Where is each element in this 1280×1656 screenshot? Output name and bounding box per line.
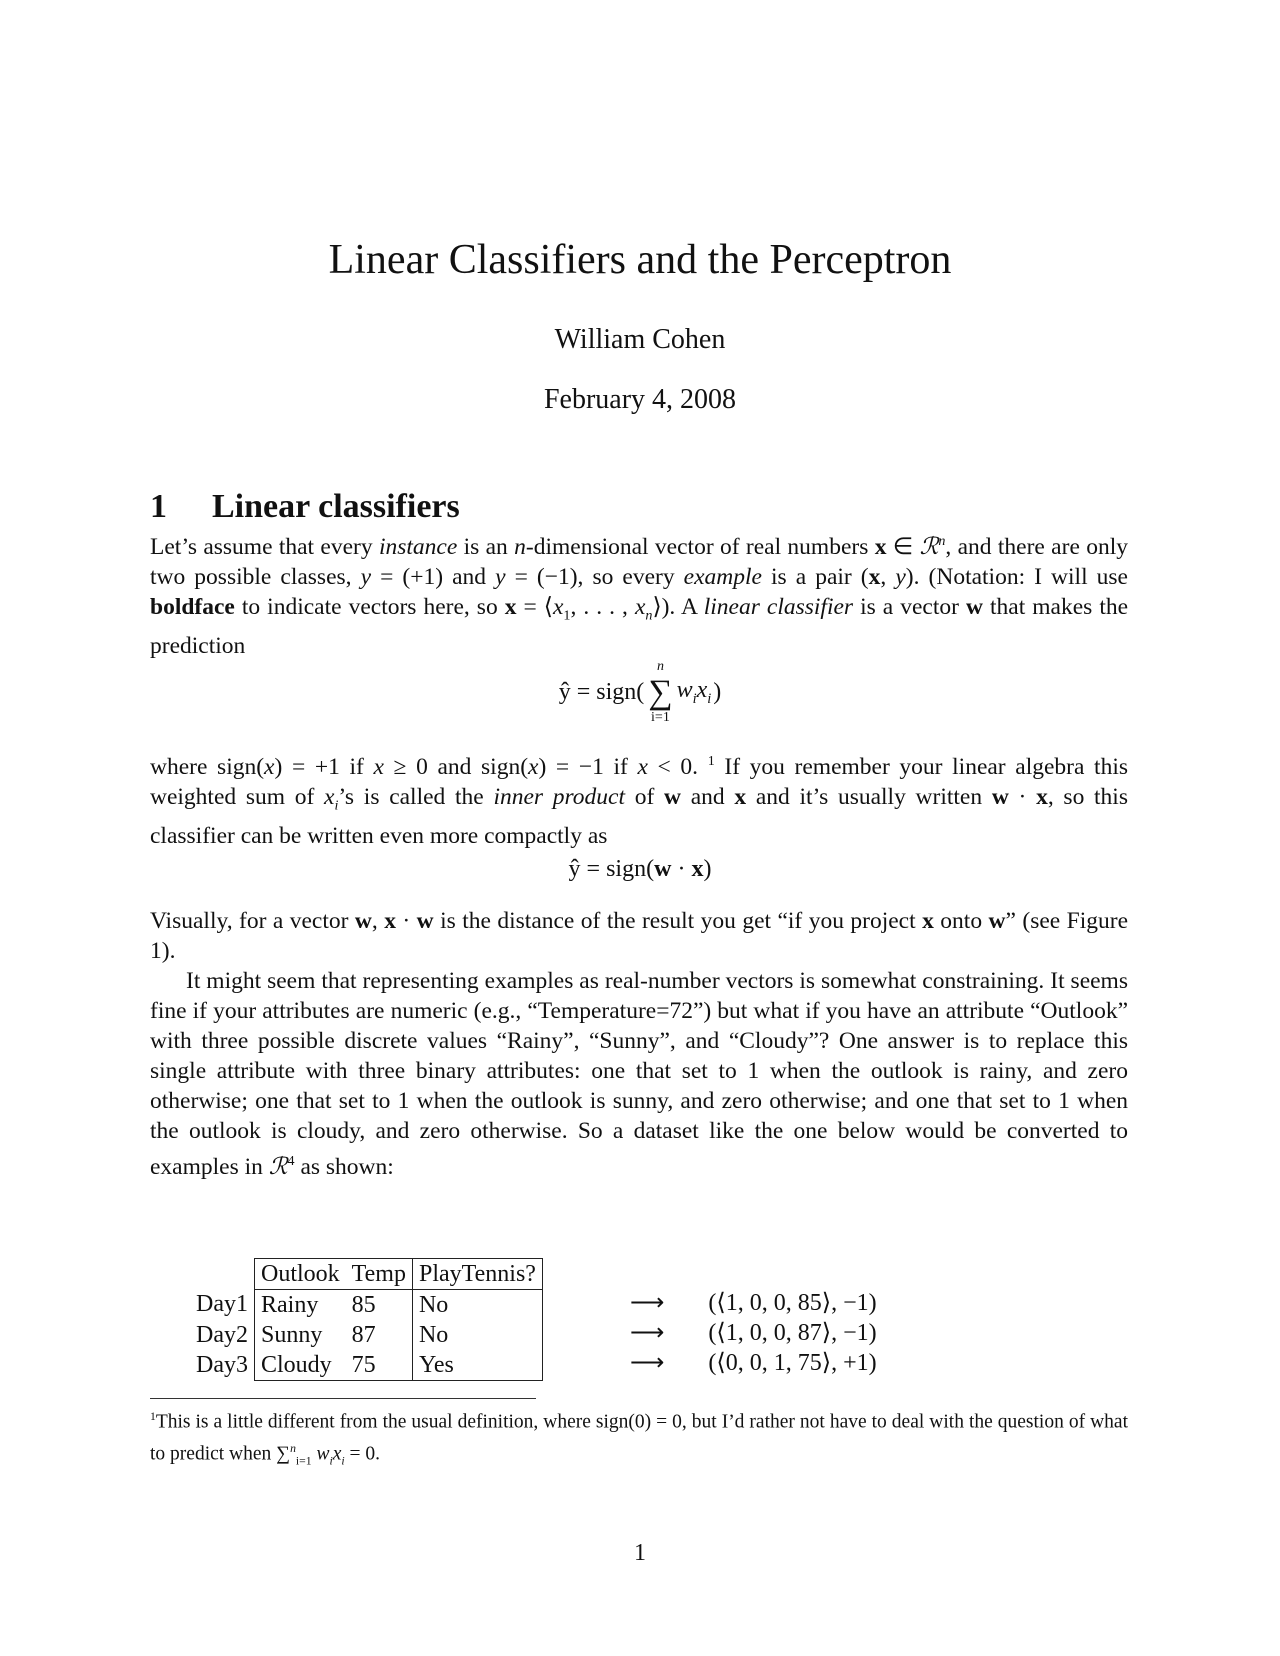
paragraph-intro: Let’s assume that every instance is an n-dimensional vector of real numbers x ∈ ℛ$^n$, and there are only two possible classes, y = (+1) and y = (−1), so every example is a pair (x, y). (Notation: I will use boldface to indicate vectors here, so $x = ⟨x_1$, . . . , $x_n⟩$). A linear classifier is a vector w that makes the prediction — [150, 533, 1129, 659]
table-row — [190, 1350, 542, 1381]
table-cell: Cloudy — [254, 1350, 345, 1381]
table-row — [190, 1290, 542, 1321]
table-row — [190, 1320, 542, 1350]
table-header-row — [190, 1259, 542, 1290]
section-heading — [150, 488, 460, 526]
table-cell: 85 — [346, 1290, 413, 1321]
table-cell: Sunny — [254, 1320, 345, 1350]
column-header: PlayTennis? — [412, 1259, 542, 1290]
list-item — [630, 1348, 877, 1378]
paragraph-projection: Visually, for a vector w, x · w is the distance of the result you get “if you project x onto w” (see Figure 1). — [150, 908, 1129, 964]
paragraph-discrete-attributes: It might seem that representing examples as real-number vectors is somewhat constraining. It seems fine if your attributes are numeric (e.g., “Temperature=72”) but what if you have an attribute “Outlook” with three possible discrete values “Rainy”, “Sunny”, and “Cloudy”? One answer is to replace this single attribute with three binary attributes: one that set to 1 when the outlook is rainy, and zero otherwise; one that set to 1 when the outlook is sunny, and zero otherwise; and one that set to 1 when the outlook is cloudy, and zero otherwise. So a dataset like the one below would be converted to examples in ℛ$^4$ as shown: — [150, 968, 1128, 1180]
arrow-icon: ⟶ — [630, 1350, 665, 1376]
example-vector: (⟨1, 0, 0, 87⟩, −1) — [708, 1320, 877, 1346]
row-label: Day1 — [196, 1291, 248, 1318]
paragraph-sign-definition: where sign(x) = +1 if x ≥ 0 and sign(x) = −1 if x < 0. $^1$ If you remember your linear algebra this weighted sum of $x_i’s$ is called the inner product of w and x and it’s usually written w · x, so this classifier can be written even more compactly as — [150, 753, 1129, 849]
author-name: William Cohen — [554, 324, 726, 355]
row-label: Day3 — [196, 1351, 248, 1378]
table-cell: Yes — [412, 1350, 542, 1381]
equation-dot-product: ŷ = sign(w · x) — [568, 856, 712, 882]
example-vector: (⟨1, 0, 0, 85⟩, −1) — [708, 1290, 877, 1316]
column-header: Outlook — [254, 1259, 345, 1290]
converted-examples — [630, 1288, 877, 1378]
equation-weighted-sum: ŷ = sign( n ∑ i=1 $w_ix_i$ ) — [558, 659, 722, 726]
footnote-divider — [150, 1398, 536, 1399]
section-number: 1 — [150, 488, 167, 525]
page-number: 1 — [634, 1540, 646, 1566]
table-cell: 87 — [351, 1321, 376, 1348]
table-cell: No — [412, 1290, 542, 1321]
playtennis-example — [190, 1258, 1090, 1388]
list-item — [630, 1288, 877, 1318]
example-vector: (⟨0, 0, 1, 75⟩, +1) — [708, 1350, 877, 1376]
paper-title: Linear Classifiers and the Perceptron — [328, 237, 952, 283]
list-item — [630, 1318, 877, 1348]
footnote-marker: 1 — [707, 753, 715, 769]
footnote: $^1$This is a little different from the usual definition, where sign(0) = 0, but I’d rather not have to deal with the question of what to predict when ∑$^n_{i=1}$ $w_ix_i = 0$. — [150, 1410, 1128, 1467]
table-cell: 75 — [346, 1350, 413, 1381]
arrow-icon: ⟶ — [630, 1290, 665, 1316]
table-cell: Rainy — [254, 1290, 345, 1321]
column-header: Temp — [346, 1259, 413, 1290]
section-title: Linear classifiers — [212, 488, 460, 525]
row-label: Day2 — [196, 1321, 248, 1348]
playtennis-table — [190, 1258, 543, 1381]
table-cell: No — [412, 1320, 542, 1350]
paper-date: February 4, 2008 — [543, 384, 737, 415]
arrow-icon: ⟶ — [630, 1320, 665, 1346]
